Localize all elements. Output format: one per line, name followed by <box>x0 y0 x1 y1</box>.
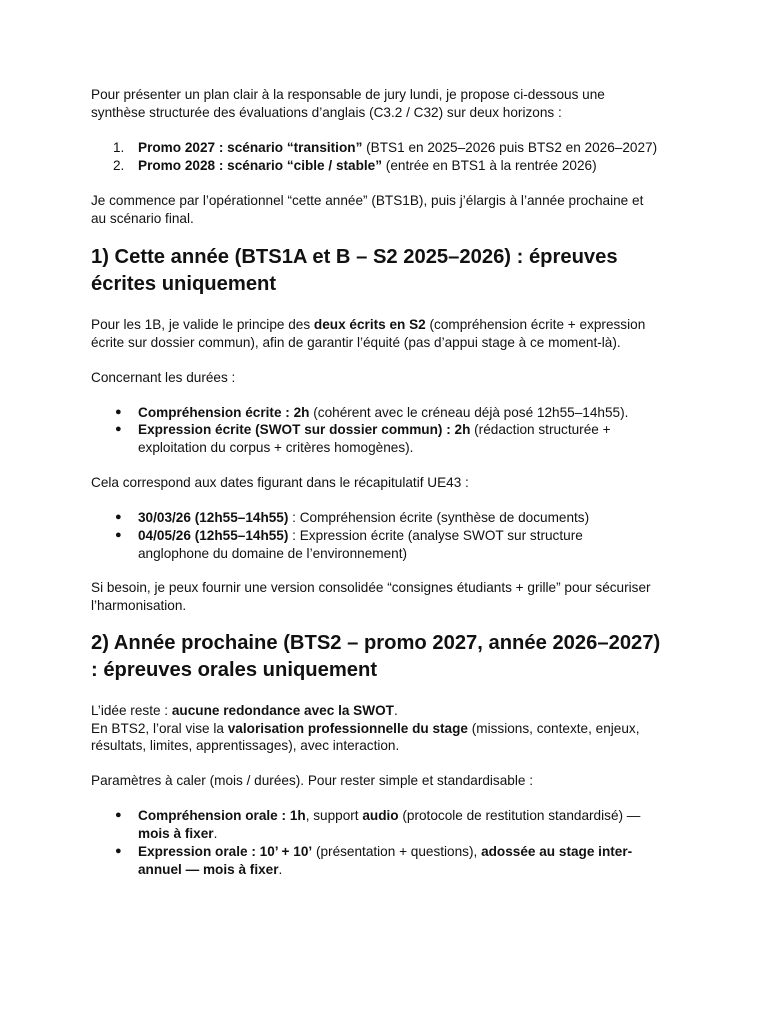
bullet-icon: ● <box>115 511 122 523</box>
item-text: , support <box>305 808 363 823</box>
item-text: anglophone du domaine de l’environnement) <box>138 545 408 561</box>
item-bold: Promo 2027 : scénario “transition” <box>138 140 363 155</box>
item-bold: annuel — mois à fixer <box>138 861 279 877</box>
dates-label: Cela correspond aux dates figurant dans le récapitulatif UE43 : <box>91 475 469 490</box>
bullet-icon: ● <box>115 423 122 435</box>
item-bold: Expression orale : 10’ + 10’ <box>138 844 313 859</box>
params-label: Paramètres à caler (mois / durées). Pour rester simple et standardisable : <box>91 773 533 788</box>
approach-line: au scénario final. <box>91 210 194 226</box>
section2-heading <box>91 630 691 684</box>
bullet-icon: ● <box>115 406 122 418</box>
text-run-bold: valorisation professionnelle du stage <box>227 720 468 736</box>
durations-label: Concernant les durées : <box>91 370 236 385</box>
item-text: (entrée en BTS1 à la rentrée 2026) <box>382 158 597 173</box>
intro-line: Pour présenter un plan clair à la responsable de jury lundi, je propose ci-dessous une <box>91 87 605 102</box>
item-text: : Expression écrite (analyse SWOT sur structure <box>288 528 583 543</box>
item-text: exploitation du corpus + critères homogènes). <box>138 439 414 455</box>
bullet-icon: ● <box>115 845 122 857</box>
approach-paragraph <box>91 192 681 227</box>
text-line: Si besoin, je peux fournir une version consolidée “consignes étudiants + grille” pour sécuriser <box>91 580 651 595</box>
item-number: 2. <box>113 158 125 173</box>
item-bold: 04/05/26 (12h55–14h55) <box>138 528 289 543</box>
text-line: résultats, limites, apprentissages), avec interaction. <box>91 738 400 754</box>
item-text: . <box>213 825 218 841</box>
section1-heading <box>91 244 691 298</box>
item-text: (protocole de restitution standardisé) — <box>398 808 641 823</box>
text-run: . <box>393 703 398 718</box>
item-text: (cohérent avec le créneau déjà posé 12h55–14h55). <box>309 405 629 420</box>
section2-paragraph <box>91 702 681 755</box>
text-run-bold: deux écrits en S2 <box>313 317 426 332</box>
item-text: : Compréhension écrite (synthèse de documents) <box>288 510 590 525</box>
item-bold: Compréhension écrite : 2h <box>138 405 310 420</box>
text-run-bold: aucune redondance avec la SWOT <box>171 703 394 718</box>
heading-line: : épreuves orales uniquement <box>91 659 378 681</box>
item-bold: audio <box>362 808 399 823</box>
item-text: (BTS1 en 2025–2026 puis BTS2 en 2026–2027) <box>362 140 658 155</box>
item-bold: Expression écrite (SWOT sur dossier commun) : 2h <box>138 422 471 437</box>
item-bold: adossée au stage inter- <box>481 844 633 859</box>
text-line: écrite sur dossier commun), afin de garantir l’équité (pas d’appui stage à ce moment-là). <box>91 334 621 350</box>
item-text: (rédaction structurée + <box>470 422 611 437</box>
text-run: En BTS2, l’oral vise la <box>91 720 228 736</box>
text-run: (compréhension écrite + expression <box>425 317 646 332</box>
intro-line: synthèse structurée des évaluations d’anglais (C3.2 / C32) sur deux horizons : <box>91 104 562 120</box>
item-bold: 30/03/26 (12h55–14h55) <box>138 510 289 525</box>
approach-line: Je commence par l’opérationnel “cette année” (BTS1B), puis j’élargis à l’année prochaine et <box>91 193 644 208</box>
section1-paragraph <box>91 316 681 351</box>
heading-line: 1) Cette année (BTS1A et B – S2 2025–2026) : épreuves <box>91 246 618 268</box>
text-line: l’harmonisation. <box>91 597 187 613</box>
closing-paragraph <box>91 579 681 614</box>
item-number: 1. <box>113 140 125 155</box>
heading-line: écrites uniquement <box>91 273 277 295</box>
item-bold: Compréhension orale : 1h <box>138 808 306 823</box>
item-text: . <box>278 861 283 877</box>
text-run: (missions, contexte, enjeux, <box>467 720 640 736</box>
item-bold: Promo 2028 : scénario “cible / stable” <box>138 158 383 173</box>
bullet-icon: ● <box>115 809 122 821</box>
item-text: (présentation + questions), <box>312 844 482 859</box>
bullet-icon: ● <box>115 529 122 541</box>
item-bold: mois à fixer <box>138 825 214 841</box>
text-run: Pour les 1B, je valide le principe des <box>91 317 314 332</box>
intro-paragraph <box>91 86 681 121</box>
heading-line: 2) Année prochaine (BTS2 – promo 2027, année 2026–2027) <box>91 632 661 654</box>
text-run: L’idée reste : <box>91 703 172 718</box>
